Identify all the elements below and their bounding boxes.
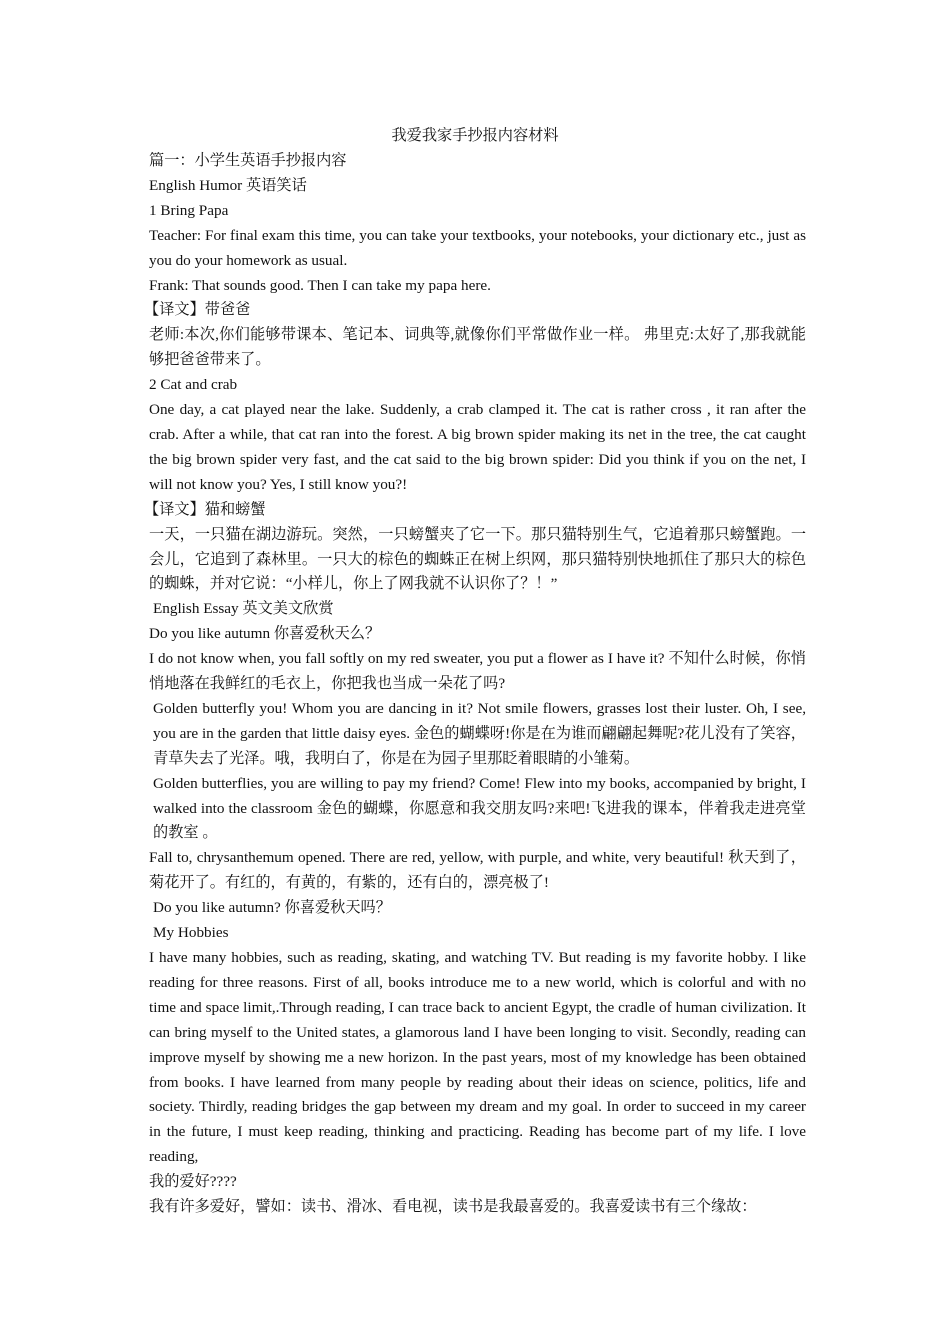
paragraph: Do you like autumn? 你喜爱秋天吗？ — [153, 899, 391, 917]
paragraph: 【译文】猫和螃蟹 — [144, 500, 266, 518]
paragraph: I do not know when, you fall softly on my red sweater, you put a flower as I have it? 不知什么时候，你悄悄地落在我鲜红的毛衣上，你把我也当成一朵花了吗? — [149, 650, 806, 693]
paragraph: English Essay 英文美文欣赏 — [153, 600, 334, 618]
paragraph: 1 Bring Papa — [149, 201, 229, 219]
paragraph: 老师:本次,你们能够带课本、笔记本、词典等,就像你们平常做作业一样。 弗里克:太好了,那我就能够把爸爸带来了。 — [149, 326, 806, 369]
document-body — [144, 149, 806, 1220]
paragraph: One day, a cat played near the lake. Suddenly, a crab clamped it. The cat is rather cross , it ran after the crab. After a while, that cat ran into the forest. A big brown spider making its net in the tree, the cat caught the big brown spider very fast, and the cat said to the big brown spider: Did you think if you on the net, I will not know you? Yes, I still know you?! — [149, 401, 806, 493]
paragraph: 一天，一只猫在湖边游玩。突然，一只螃蟹夹了它一下。那只猫特别生气，它追着那只螃蟹跑。一会儿，它追到了森林里。一只大的棕色的蜘蛛正在树上织网，那只猫特别快地抓住了那只大的棕色的蜘蛛，并对它说：“小样儿，你上了网我就不认识你了？！” — [149, 525, 806, 593]
paragraph: Frank: That sounds good. Then I can take my papa here. — [149, 276, 491, 294]
paragraph: 【译文】带爸爸 — [144, 301, 251, 319]
document-title: 我爱我家手抄报内容材料 — [391, 127, 559, 144]
paragraph: 篇一：小学生英语手抄报内容 — [149, 152, 347, 169]
paragraph: 我的爱好???? — [149, 1173, 237, 1191]
paragraph: Teacher: For final exam this time, you can take your textbooks, your notebooks, your dictionary etc., just as you do your homework as usual. — [149, 226, 806, 269]
paragraph: 我有许多爱好，譬如：读书、滑冰、看电视，读书是我最喜爱的。我喜爱读书有三个缘故： — [149, 1198, 757, 1216]
paragraph: Fall to, chrysanthemum opened. There are red, yellow, with purple, and white, very beautiful! 秋天到了，菊花开了。有红的，有黄的，有紫的，还有白的，漂亮极了! — [149, 849, 806, 892]
paragraph: Golden butterfly you! Whom you are dancing in it? Not smile flowers, grasses lost their luster. Oh, I see, you are in the garden that little daisy eyes. 金色的蝴蝶呀!你是在为谁而翩翩起舞呢?花儿没有了笑容，青草失去了光泽。哦，我明白了，你是在为园子里那眨着眼睛的小雏菊。 — [153, 699, 806, 767]
paragraph: I have many hobbies, such as reading, skating, and watching TV. But reading is my favorite hobby. I like reading for three reasons. First of all, books introduce me to a new world, which is colorful and with no time and space limit,.Through reading, I can trace back to ancient Egypt, the cradle of human civilization. It can bring myself to the United states, a glamorous land I have been longing to visit. Secondly, reading can improve myself by showing me a new horizon. In the past years, most of my knowledge has been obtained from books. I have learned from many people by reading about their ideas on science, politics, life and society. Thirdly, reading bridges the gap between my dream and my goal. In order to succeed in my career in the future, I must keep reading, thinking and practicing. Reading has become part of my life. I love reading, — [149, 949, 806, 1166]
paragraph: My Hobbies — [153, 924, 229, 942]
paragraph: English Humor 英语笑话 — [149, 176, 307, 194]
paragraph: Do you like autumn 你喜爱秋天么？ — [149, 625, 381, 643]
paragraph: 2 Cat and crab — [149, 376, 238, 394]
paragraph: Golden butterflies, you are willing to pay my friend? Come! Flew into my books, accompanied by bright, I walked into the classroom 金色的蝴蝶，你愿意和我交朋友吗?来吧!飞进我的课本，伴着我走进亮堂的教室 。 — [153, 774, 806, 842]
